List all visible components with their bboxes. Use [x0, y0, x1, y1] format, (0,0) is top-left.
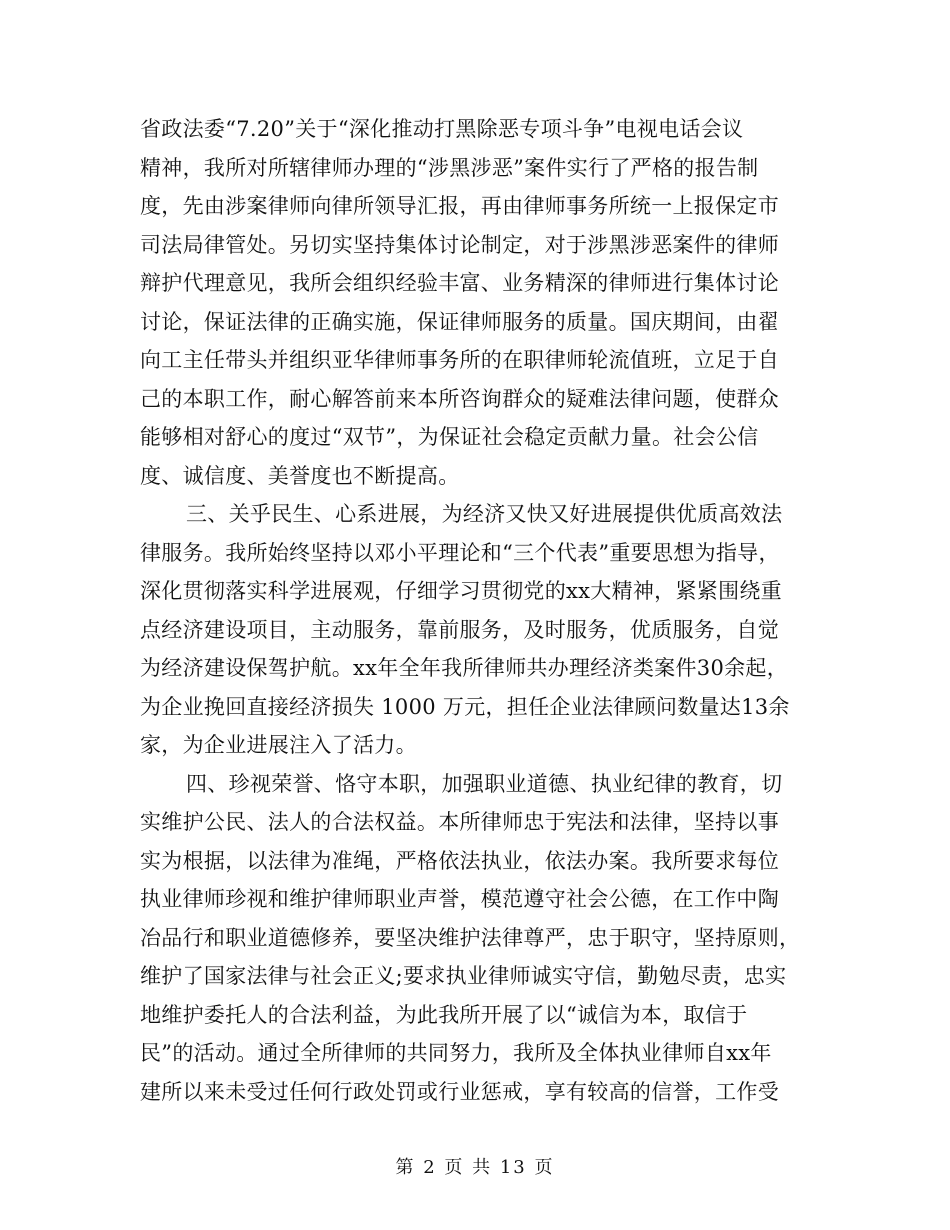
- text-line-15: 为经济建设保驾护航。xx年全年我所律师共办理经济类案件30余起，: [140, 656, 789, 680]
- text-line-24: 地维护委托人的合法利益，为此我所开展了以“诚信为本，取信于: [140, 1002, 748, 1027]
- text-line-20: 实为根据，以法律为准绳，严格依法执业，依法办案。我所要求每位: [140, 848, 779, 873]
- text-line-4: 司法局律管处。另切实坚持集体讨论制定，对于涉黑涉恶案件的律师: [140, 232, 779, 257]
- text-line-26: 建所以来未受过任何行政处罚或行业惩戒，享有较高的信誉，工作受: [140, 1079, 779, 1104]
- section-four-heading-line: 四、珍视荣誉、恪守本职，加强职业道德、执业纪律的教育，切: [186, 771, 783, 796]
- text-line-19: 实维护公民、法人的合法权益。本所律师忠于宪法和法律，坚持以事: [140, 810, 779, 834]
- body-text: [140, 110, 820, 1111]
- text-line-7: 向工主任带头并组织亚华律师事务所的在职律师轮流值班，立足于自: [140, 348, 779, 372]
- text-line-14: 点经济建设项目，主动服务，靠前服务，及时服务，优质服务，自觉: [140, 617, 779, 642]
- text-line-16: 为企业挽回直接经济损失 1000 万元，担任企业法律顾问数量达13余: [140, 694, 790, 719]
- text-line-23: 维护了国家法律与社会正义;要求执业律师诚实守信，勤勉尽责，忠实: [140, 964, 787, 988]
- text-line-21: 执业律师珍视和维护律师职业声誉，模范遵守社会公德，在工作中陶: [140, 887, 779, 911]
- text-line-12: 律服务。我所始终坚持以邓小平理论和“三个代表”重要思想为指导，: [140, 540, 780, 565]
- text-line-9: 能够相对舒心的度过“双节”，为保证社会稳定贡献力量。社会公信: [140, 425, 759, 449]
- text-line-13: 深化贯彻落实科学进展观，仔细学习贯彻党的xx大精神，紧紧围绕重: [140, 579, 782, 603]
- text-line-6: 讨论，保证法律的正确实施，保证律师服务的质量。国庆期间，由翟: [140, 309, 779, 334]
- section-three-heading-line: 三、关乎民生、心系进展，为经济又快又好进展提供优质高效法: [186, 502, 783, 526]
- text-line-2: 精神，我所对所辖律师办理的“涉黑涉恶”案件实行了严格的报告制: [140, 155, 759, 180]
- text-line-5: 辩护代理意见，我所会组织经验丰富、业务精深的律师进行集体讨论: [140, 271, 779, 295]
- text-line-3: 度，先由涉案律师向律所领导汇报，再由律师事务所统一上报保定市: [140, 194, 779, 218]
- text-line-25: 民”的活动。通过全所律师的共同努力，我所及全体执业律师自xx年: [140, 1041, 772, 1065]
- text-line-22: 冶品行和职业道德修养，要坚决维护法律尊严，忠于职守，坚持原则，: [140, 925, 801, 950]
- page-number-footer: 第 2 页 共 13 页: [395, 1157, 555, 1178]
- text-line-8: 己的本职工作，耐心解答前来本所咨询群众的疑难法律问题，使群众: [140, 386, 779, 411]
- text-line-1: 省政法委“7.20”关于“深化推动打黑除恶专项斗争”电视电话会议: [140, 117, 744, 141]
- text-line-10: 度、诚信度、美誉度也不断提高。: [140, 463, 460, 488]
- text-line-17: 家，为企业进展注入了活力。: [140, 733, 417, 757]
